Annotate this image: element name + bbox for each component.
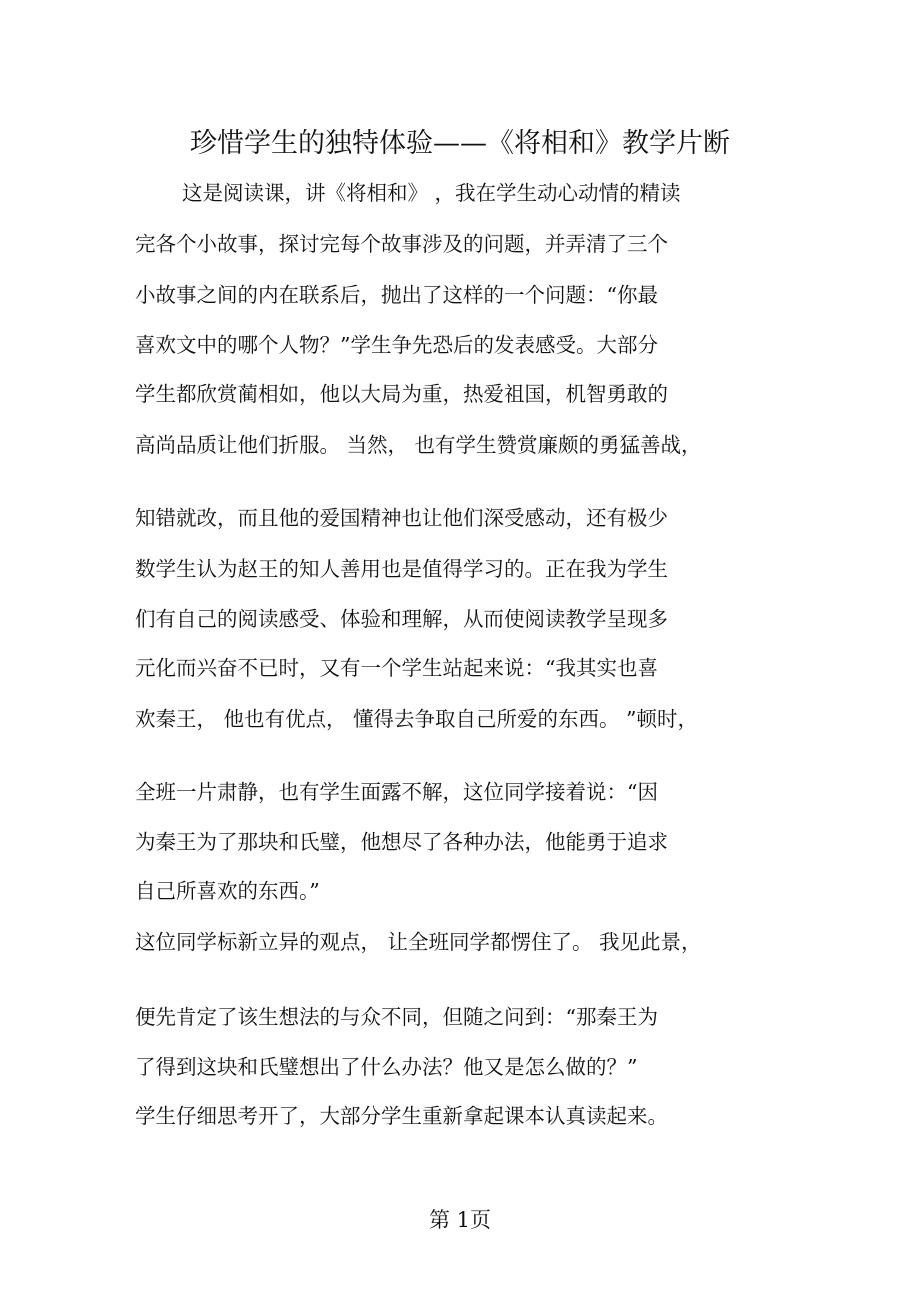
- paragraph-line: 全班一片肃静，也有学生面露不解，这位同学接着说：“因: [135, 780, 658, 804]
- paragraph-line: 为秦王为了那块和氏璧，他想尽了各种办法，他能勇于追求: [135, 830, 668, 854]
- paragraph-line: 完各个小故事，探讨完每个故事涉及的问题，并弄清了三个: [135, 232, 668, 256]
- paragraph-line: 喜欢文中的哪个人物？”学生争先恐后的发表感受。大部分: [135, 333, 658, 357]
- paragraph-line: 学生都欣赏蔺相如，他以大局为重，热爱祖国，机智勇敢的: [135, 382, 668, 406]
- paragraph-line: 知错就改，而且他的爱国精神也让他们深受感动，还有极少: [135, 506, 668, 530]
- paragraph-line: 数学生认为赵王的知人善用也是值得学习的。正在我为学生: [135, 557, 668, 581]
- paragraph-line: 元化而兴奋不已时，又有一个学生站起来说：“我其实也喜: [135, 656, 658, 680]
- paragraph-line: 自己所喜欢的东西。”: [135, 879, 320, 903]
- paragraph-line: 了得到这块和氏璧想出了什么办法？他又是怎么做的？”: [135, 1055, 638, 1079]
- paragraph-line: 小故事之间的内在联系后，抛出了这样的一个问题：“你最: [135, 283, 658, 307]
- paragraph-line: 这位同学标新立异的观点， 让全班同学都愣住了。 我见此景，: [135, 930, 702, 954]
- page-number: 第 1页: [428, 1208, 492, 1232]
- paragraph-line: 高尚品质让他们折服。 当然， 也有学生赞赏廉颇的勇猛善战，: [135, 433, 702, 457]
- paragraph-line: 们有自己的阅读感受、体验和理解，从而使阅读教学呈现多: [135, 607, 668, 631]
- paragraph-line: 欢秦王， 他也有优点， 懂得去争取自己所爱的东西。 ”顿时，: [135, 707, 699, 731]
- paragraph-line: 便先肯定了该生想法的与众不同，但随之问到：“那秦王为: [135, 1005, 658, 1029]
- document-title: 珍惜学生的独特体验——《将相和》教学片断: [190, 128, 730, 159]
- paragraph-line: 学生仔细思考开了，大部分学生重新拿起课本认真读起来。: [135, 1104, 668, 1128]
- paragraph-line: 这是阅读课，讲《将相和》 ，我在学生动心动情的精读: [182, 181, 681, 205]
